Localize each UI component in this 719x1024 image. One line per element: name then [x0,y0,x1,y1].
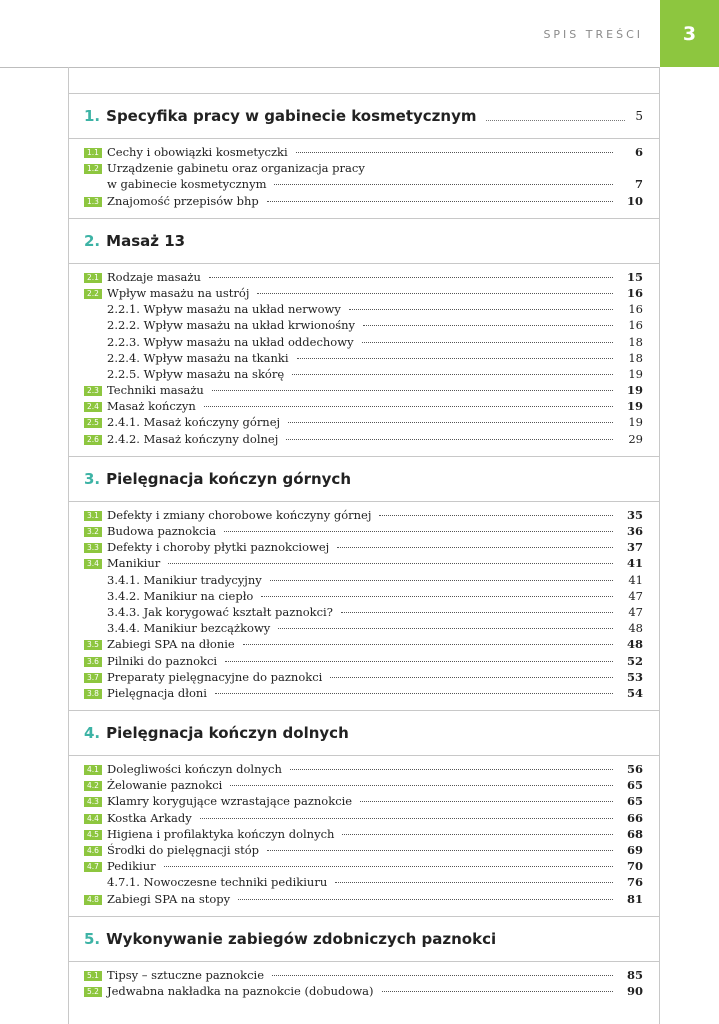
dot-leader [274,184,613,185]
dot-leader [382,991,614,992]
entry-label: Zabiegi SPA na stopy [107,891,231,906]
entry-page-number: 47 [628,604,643,619]
entry-page-number: 19 [628,415,643,430]
chapter-title: Specyfika pracy w gabinecie kosmetycznym [106,107,477,125]
chapter-heading[interactable] [68,916,659,961]
section-number-badge: 2.3 [84,386,102,396]
toc-entry[interactable] [84,399,643,415]
dot-leader [224,531,613,532]
entry-page-number: 48 [628,621,643,636]
dot-leader [362,342,613,343]
dot-leader [267,201,613,202]
entry-label: Rodzaje masażu [107,269,201,284]
dot-leader [168,563,613,564]
toc-entry[interactable] [84,415,643,431]
entry-label: Preparaty pielęgnacyjne do paznokci [107,669,323,684]
section-number-badge: 2.6 [84,435,102,445]
entry-page-number: 41 [626,556,643,571]
dot-leader [486,120,625,121]
entry-label: Kostka Arkady [107,810,192,825]
entry-label: 4.7.1. Nowoczesne techniki pedikiuru [107,875,328,890]
toc-entry[interactable] [84,383,643,399]
entry-page-number: 76 [626,875,643,890]
entry-label: Higiena i profilaktyka kończyn dolnych [107,826,335,841]
dot-leader [225,661,613,662]
toc-entry[interactable] [84,286,643,302]
chapter-heading[interactable] [68,218,659,263]
entry-label: Masaż kończyn [107,399,196,414]
entry-label: Żelowanie paznokci [107,778,223,793]
entry-page-number: 69 [626,843,643,857]
section-number-badge: 4.2 [84,781,102,791]
entry-page-number: 18 [628,334,643,349]
toc-entry[interactable] [84,605,643,621]
section-number-badge: 4.8 [84,895,102,905]
entry-page-number: 7 [634,177,643,192]
toc-entry[interactable] [84,968,643,984]
toc-entry[interactable] [84,654,643,670]
toc-entry[interactable] [84,589,643,605]
dot-leader [209,277,613,278]
toc-entry[interactable] [84,318,643,334]
section-number-badge: 3.3 [84,543,102,553]
dot-leader [243,644,613,645]
toc-entry[interactable] [84,811,643,827]
dot-leader [215,693,613,694]
dot-leader [267,850,613,851]
entry-page-number: 19 [626,399,643,414]
entry-page-number: 52 [626,653,643,668]
chapter-entries [68,755,659,916]
entry-label: Pielęgnacja dłoni [107,685,207,700]
table-of-contents [68,67,659,1008]
entry-page-number: 10 [626,193,643,208]
chapter-entries [68,263,659,456]
entry-label: Techniki masażu [107,383,204,398]
toc-entry[interactable] [84,984,643,1000]
toc-entry[interactable] [84,524,643,540]
entry-label: Wpływ masażu na ustrój [107,285,250,300]
entry-page-number: 16 [626,285,643,300]
entry-page-number: 36 [626,524,643,538]
chapter-title: Masaż 13 [106,231,186,250]
chapter-entries [68,138,659,218]
section-number-badge: 4.1 [84,765,102,775]
chapter-number: 1. [84,107,101,125]
entry-label: 2.2.2. Wpływ masażu na układ krwionośny [107,318,356,333]
toc-entry[interactable] [84,145,643,161]
section-number-badge: 4.6 [84,846,102,856]
toc-entry[interactable] [84,859,643,875]
chapter-heading[interactable] [68,93,659,138]
entry-label: 3.4.3. Jak korygować kształt paznokci? [107,604,333,619]
dot-leader [200,818,613,819]
chapter-page-number: 5 [635,109,643,123]
section-number-badge: 3.6 [84,657,102,667]
dot-leader [349,309,613,310]
entry-page-number: 15 [626,269,643,284]
chapter-title: Pielęgnacja kończyn dolnych [106,724,349,743]
section-number-badge: 2.5 [84,418,102,428]
entry-page-number: 18 [628,350,643,365]
dot-leader [379,515,613,516]
section-number-badge: 4.4 [84,814,102,824]
toc-entry[interactable] [84,556,643,572]
entry-label: Tipsy – sztuczne paznokcie [107,967,265,982]
entry-label: Budowa paznokcia [107,524,217,538]
chapter-heading[interactable] [68,456,659,501]
chapter-number: 5. [84,929,101,948]
dot-leader [360,801,613,802]
entry-label: 2.2.4. Wpływ masażu na tkanki [107,350,289,365]
page-number-tab: 3 [660,0,719,67]
toc-entry[interactable] [84,540,643,556]
toc-entry[interactable] [84,270,643,286]
chapter-entries [68,961,659,1008]
section-number-badge: 3.7 [84,673,102,683]
entry-page-number: 54 [626,685,643,700]
dot-leader [286,439,613,440]
entry-label: Dolegliwości kończyn dolnych [107,762,282,777]
section-number-badge: 4.5 [84,830,102,840]
entry-label: Urządzenie gabinetu oraz organizacja pracy [107,161,365,176]
dot-leader [278,628,613,629]
toc-entry[interactable] [84,686,643,702]
entry-label: Pedikiur [107,859,156,874]
dot-leader [238,899,613,900]
entry-label: Znajomość przepisów bhp [107,193,259,208]
chapter-number: 3. [84,469,101,488]
chapter-heading[interactable] [68,710,659,755]
dot-leader [330,677,613,678]
entry-page-number: 65 [626,778,643,793]
entry-page-number: 37 [626,540,643,555]
entry-page-number: 16 [628,302,643,317]
entry-page-number: 68 [626,826,643,841]
dot-leader [297,358,613,359]
chapter-title: Pielęgnacja kończyn górnych [106,469,352,488]
entry-label: Jedwabna nakładka na paznokcie (dobudowa) [107,983,374,998]
entry-label: 2.4.2. Masaż kończyny dolnej [107,431,279,446]
toc-entry[interactable] [84,762,643,778]
entry-label: Pilniki do paznokci [107,653,218,668]
chapter-number: 2. [84,231,101,250]
toc-entry[interactable] [84,351,643,367]
entry-label: Defekty i choroby płytki paznokciowej [107,540,330,555]
entry-label: w gabinecie kosmetycznym [107,177,267,192]
entry-label: Defekty i zmiany chorobowe kończyny górnej [107,507,372,522]
dot-leader [296,152,613,153]
entry-page-number: 19 [628,366,643,381]
dot-leader [341,612,613,613]
entry-label: 3.4.1. Manikiur tradycyjny [107,572,262,587]
section-number-badge: 2.2 [84,289,102,299]
toc-entry[interactable] [84,827,643,843]
entry-page-number: 47 [628,588,643,603]
section-title: SPIS TREŚCI [543,28,643,41]
toc-entry[interactable] [84,194,643,210]
entry-label: 2.2.3. Wpływ masażu na układ oddechowy [107,334,354,349]
entry-page-number: 53 [626,669,643,684]
dot-leader [337,547,613,548]
entry-label: Klamry korygujące wzrastające paznokcie [107,794,353,809]
dot-leader [257,293,613,294]
toc-entry[interactable] [84,778,643,794]
section-number-badge: 2.1 [84,273,102,283]
toc-entry[interactable] [84,573,643,589]
section-number-badge: 1.1 [84,148,102,158]
section-number-badge: 1.3 [84,197,102,207]
entry-page-number: 66 [626,810,643,825]
toc-entry[interactable] [84,508,643,524]
chapter-number: 4. [84,724,101,743]
section-number-badge: 3.2 [84,527,102,537]
section-number-badge: 2.4 [84,402,102,412]
toc-entry[interactable] [84,177,643,193]
dot-leader [230,785,613,786]
entry-page-number: 29 [628,431,643,446]
toc-entry[interactable] [84,637,643,653]
section-number-badge: 4.7 [84,862,102,872]
toc-entry[interactable] [84,335,643,351]
entry-label: Cechy i obowiązki kosmetyczki [107,145,288,159]
toc-entry[interactable] [84,670,643,686]
entry-page-number: 56 [626,762,643,777]
toc-entry[interactable] [84,875,643,891]
dot-leader [204,406,613,407]
dot-leader [261,596,613,597]
toc-entry[interactable] [84,892,643,908]
entry-label: 2.2.5. Wpływ masażu na skórę [107,366,285,381]
section-number-badge: 3.1 [84,511,102,521]
toc-entry[interactable] [84,794,643,810]
section-number-badge: 5.2 [84,987,102,997]
toc-entry[interactable] [84,432,643,448]
section-number-badge: 4.3 [84,797,102,807]
entry-page-number: 6 [634,145,643,159]
section-number-badge: 1.2 [84,164,102,174]
entry-label: 3.4.4. Manikiur bezcążkowy [107,621,271,636]
entry-page-number: 19 [626,383,643,398]
right-margin-rule [659,67,660,1024]
dot-leader [164,866,613,867]
entry-label: Manikiur [107,556,161,571]
toc-entry[interactable] [84,843,643,859]
entry-label: Zabiegi SPA na dłonie [107,637,235,652]
section-number-badge: 3.5 [84,640,102,650]
entry-page-number: 35 [626,507,643,522]
toc-entry[interactable] [84,161,643,177]
entry-label: Środki do pielęgnacji stóp [107,843,260,857]
dot-leader [290,769,613,770]
entry-page-number: 41 [628,572,643,587]
chapter-entries [68,501,659,710]
entry-page-number: 48 [626,637,643,652]
entry-page-number: 16 [628,318,643,333]
entry-page-number: 81 [626,891,643,906]
entry-page-number: 90 [626,983,643,998]
section-number-badge: 3.8 [84,689,102,699]
entry-page-number: 85 [626,967,643,982]
dot-leader [342,834,613,835]
section-number-badge: 5.1 [84,971,102,981]
dot-leader [335,882,613,883]
dot-leader [270,580,613,581]
entry-label: 3.4.2. Manikiur na ciepło [107,588,254,603]
dot-leader [363,325,613,326]
entry-label: 2.4.1. Masaż kończyny górnej [107,415,281,430]
dot-leader [288,422,613,423]
dot-leader [212,390,613,391]
entry-page-number: 70 [626,859,643,874]
entry-page-number: 65 [626,794,643,809]
dot-leader [272,975,613,976]
section-number-badge: 3.4 [84,559,102,569]
dot-leader [292,374,613,375]
toc-entry[interactable] [84,302,643,318]
entry-label: 2.2.1. Wpływ masażu na układ nerwowy [107,302,341,317]
toc-entry[interactable] [84,621,643,637]
toc-entry[interactable] [84,367,643,383]
chapter-title: Wykonywanie zabiegów zdobniczych paznokci [106,929,497,948]
